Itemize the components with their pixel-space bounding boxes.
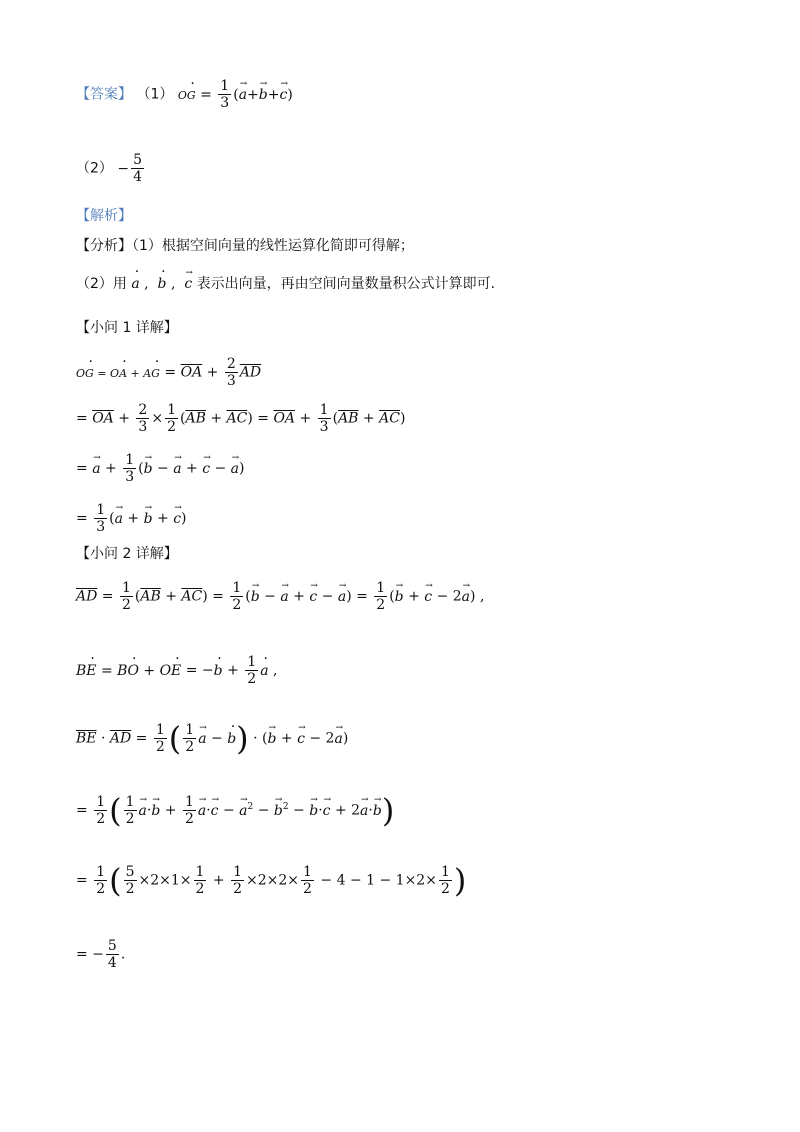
answer-formula-2: − $\frac{5}{4}$ <box>117 152 143 185</box>
fenxi-tag: 【分析】 <box>76 238 132 254</box>
analysis-tag: 【解析】 <box>76 208 132 224</box>
q2-eq-1: $\overline{AD}$ = $\frac{1}{2}$ $(\overline{AB} + \overline{AC})$ = $\frac{1}{2}$ (→ b − → a + → c − → a) = $\frac{1}{2}$ (→ b + → c − 2→ a) , <box>76 580 484 613</box>
answer-og-vector: O· G <box>178 89 196 102</box>
q2-eq-2: B· E = B· O + O· E = −· b + $\frac{1}{2}$ · a , <box>76 654 277 687</box>
q2-eq-5: = $\frac{1}{2}$ ( $\frac{5}{2}$ ×2×1× $\frac{1}{2}$ + $\frac{1}{2}$ ×2×2× $\frac{1}{2}$ − 4 − 1 − 1×2× $\frac{1}{2}$ ) <box>76 861 467 900</box>
answer-line-2 <box>76 152 146 185</box>
q1-eq-1: $O\cdot G = O\cdot A + A\cdot G = \overline{OA}$ + $\frac{2}{3}$ $\overline{AD}$ <box>76 356 261 389</box>
answer-part1-label: （1） <box>136 86 174 103</box>
vec-c-label: → c <box>184 274 192 294</box>
q1-eq-2: = $\overline{OA}$ + $\frac{2}{3}$ × $\frac{1}{2}$ $(\overline{AB} + \overline{AC}) = \overline{OA}$ + $\frac{1}{3}$ $(\overline{AB} + \overline{AC})$ <box>76 402 406 435</box>
answer-formula-1: = $\frac{1}{3}$ (→ a+→ b+→ c) <box>200 87 293 103</box>
q1-eq-3: = → a + $\frac{1}{3}$ (→ b − → a + → c − → a) <box>76 452 245 485</box>
q2-title: 【小问 2 详解】 <box>76 546 178 562</box>
fenxi-text-2-suffix: 表示出向量，再由空间向量数量积公式计算即可. <box>196 276 496 292</box>
q2-eq-6: = − $\frac{5}{4}$ . <box>76 938 126 971</box>
analysis-line-2: （2）用 · a , · b , → c 表示出向量，再由空间向量数量积公式计算即可. <box>76 274 495 294</box>
q1-eq-4: = $\frac{1}{3}$ (→ a + → b + → c) <box>76 502 187 535</box>
q2-eq-3: $\overline{BE} \cdot \overline{AD}$ = $\frac{1}{2}$ ( $\frac{1}{2}$ → a − · b) · (→ b + → c − 2→ a) <box>76 722 348 755</box>
q2-eq-4: = $\frac{1}{2}$ ( $\frac{1}{2}$ → a·→ b + $\frac{1}{2}$ → a·→ c − → $a^2$ − → $b^2$ − → b·→ c + 2→ a·→ b) <box>76 794 394 827</box>
vec-b-label: · b <box>158 274 167 294</box>
answer-part2-label: （2） <box>76 160 113 177</box>
fenxi-text-1: （1）根据空间向量的线性运算化简即可得解； <box>132 238 414 254</box>
fenxi-text-2-prefix: （2）用 <box>76 276 127 292</box>
vec-a-label: · a <box>131 274 139 294</box>
answer-tag: 【答案】 <box>76 86 132 103</box>
q1-title: 【小问 1 详解】 <box>76 320 178 336</box>
analysis-line-1 <box>76 236 414 256</box>
answer-line-1 <box>76 78 293 111</box>
